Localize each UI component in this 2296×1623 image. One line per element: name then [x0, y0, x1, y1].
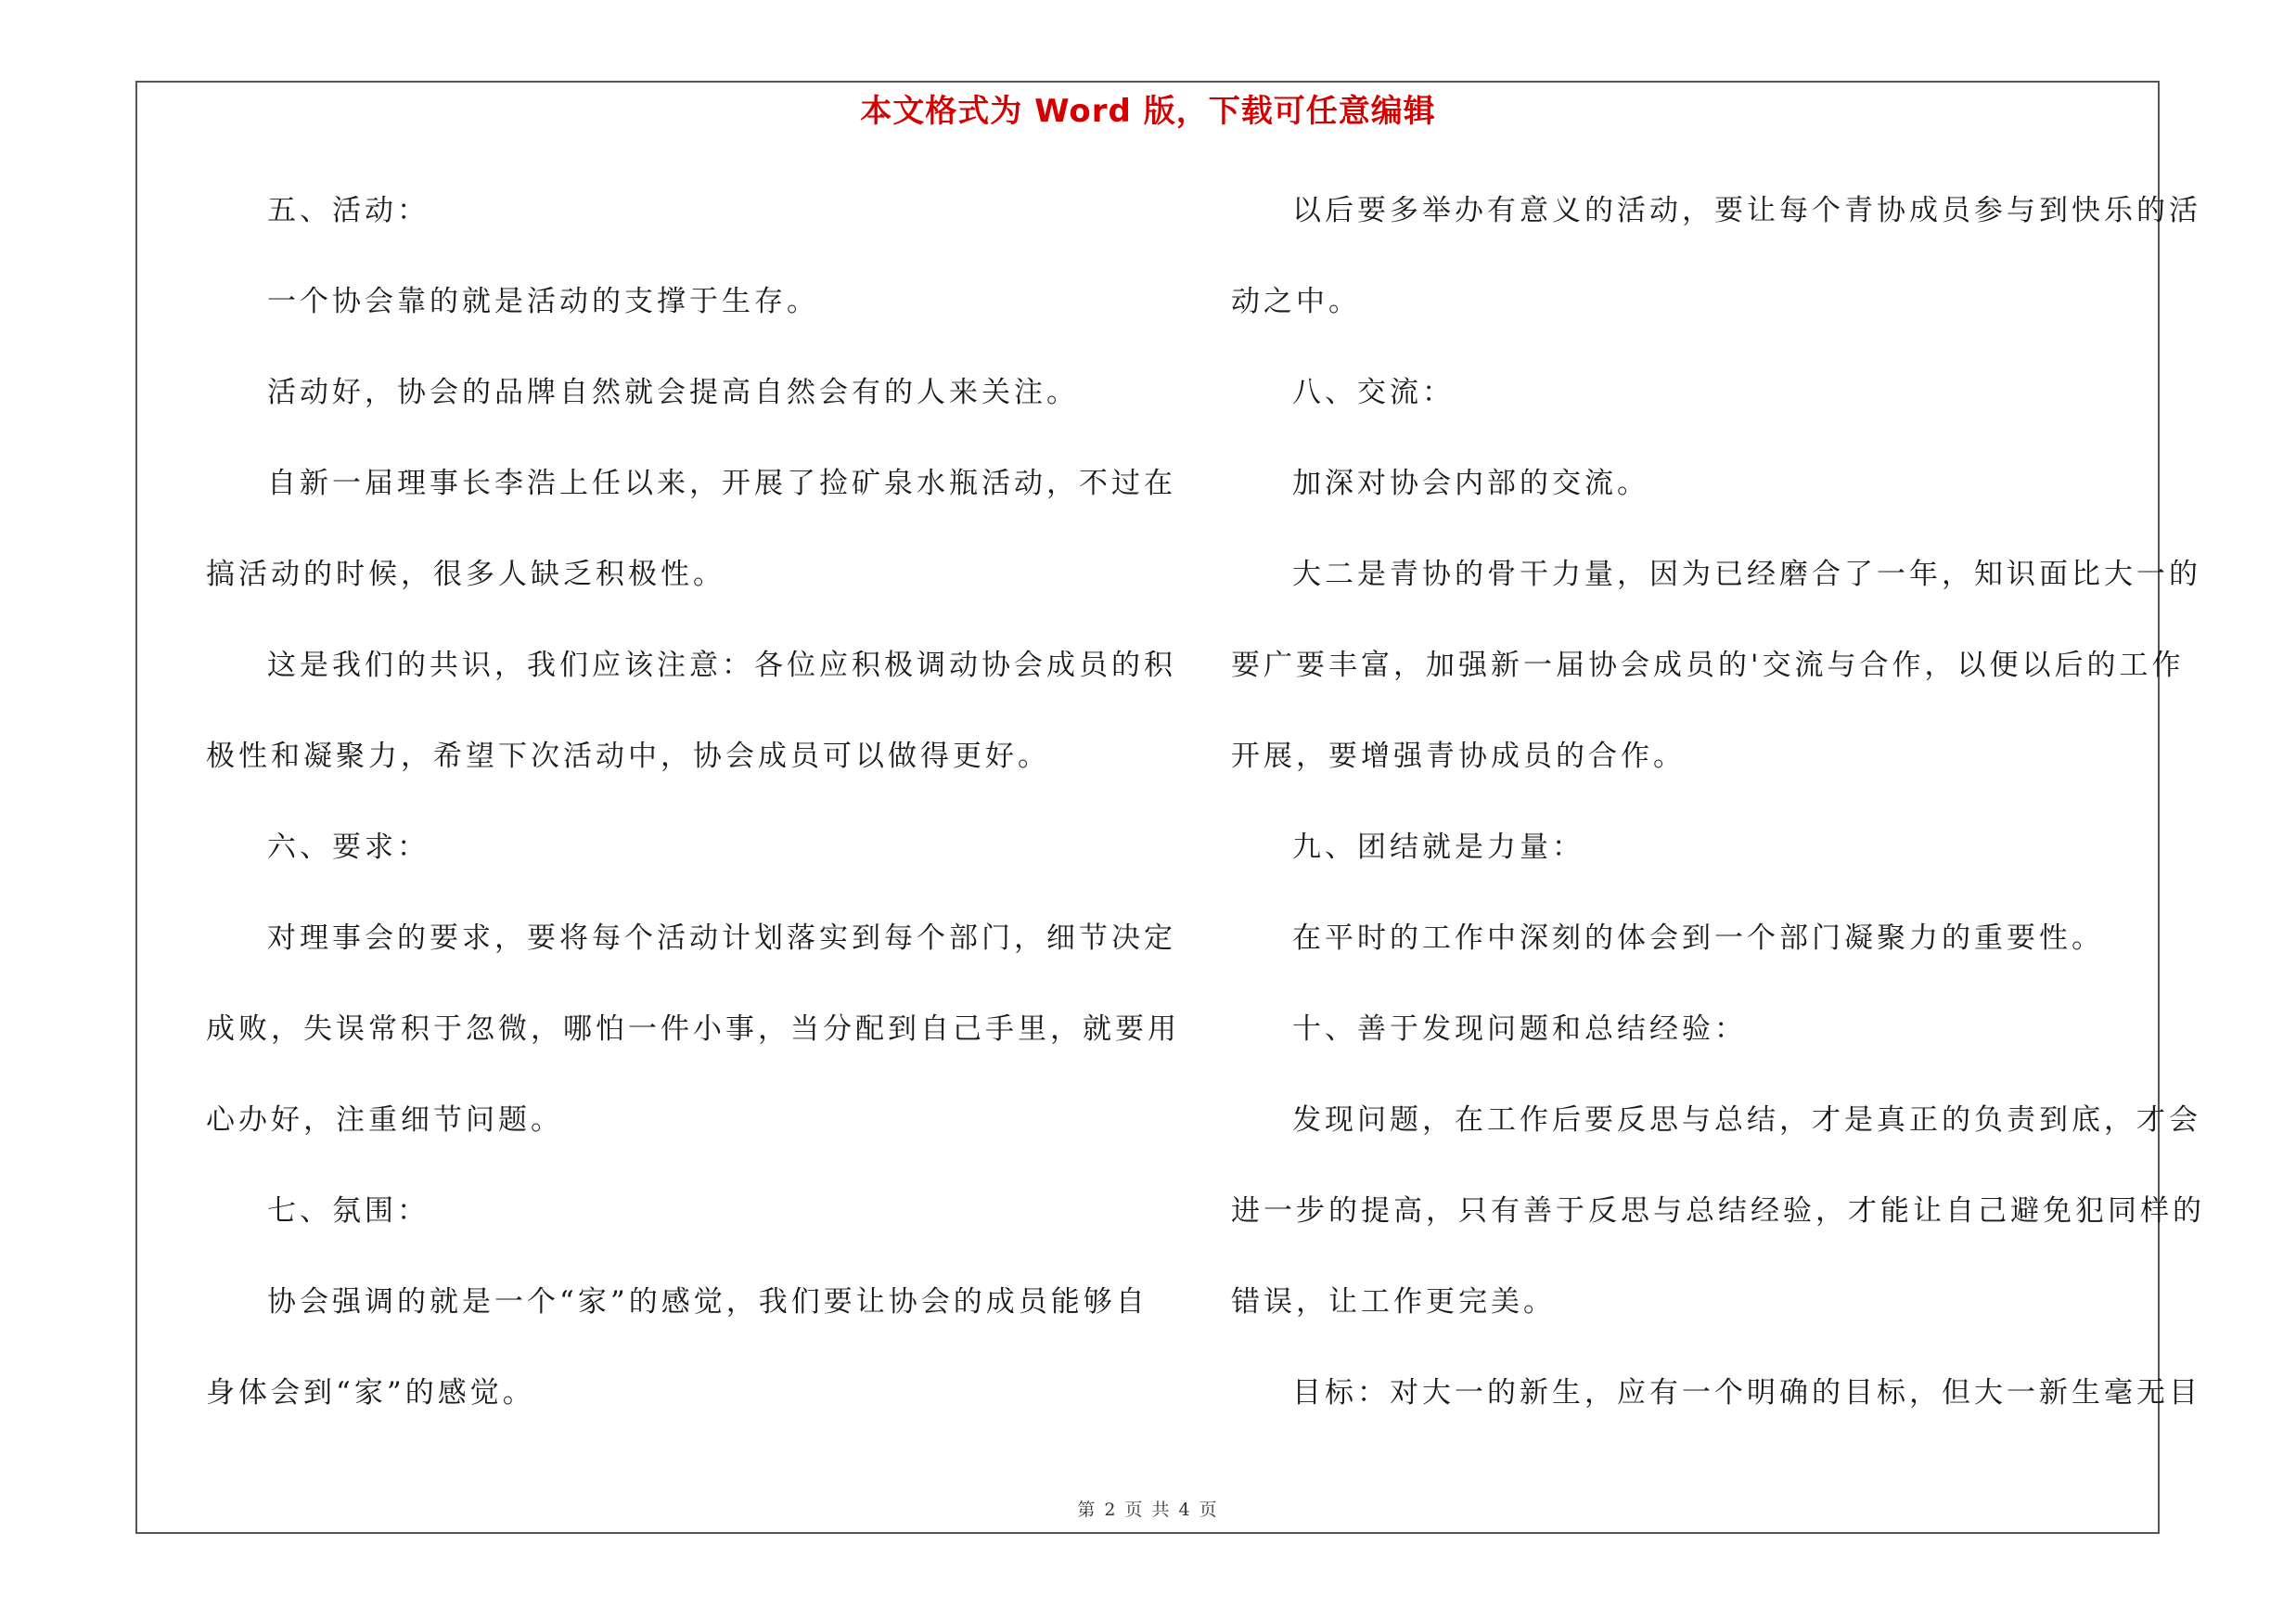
paragraph-line: 六、要求：: [267, 831, 430, 864]
paragraph-line: 进一步的提高，只有善于反思与总结经验，才能让自己避免犯同样的: [1231, 1194, 2205, 1228]
paragraph-line: 开展，要增强青协成员的合作。: [1231, 740, 1686, 773]
paragraph-line: 心办好，注重细节问题。: [206, 1103, 563, 1137]
paragraph-line: 对理事会的要求，要将每个活动计划落实到每个部门，细节决定: [267, 921, 1176, 955]
paragraph-line: 这是我们的共识，我们应该注意：各位应积极调动协会成员的积: [267, 649, 1176, 682]
paragraph-line: 目标：对大一的新生，应有一个明确的目标，但大一新生毫无目: [1292, 1376, 2201, 1410]
paragraph-line: 十、善于发现问题和总结经验：: [1292, 1012, 1747, 1046]
paragraph-line: 九、团结就是力量：: [1292, 831, 1584, 864]
paragraph-line: 协会强调的就是一个“家”的感觉，我们要让协会的成员能够自: [267, 1285, 1148, 1319]
paragraph-line: 身体会到“家”的感觉。: [206, 1376, 535, 1410]
paragraph-line: 成败，失误常积于忽微，哪怕一件小事，当分配到自己手里，就要用: [206, 1012, 1180, 1046]
paragraph-line: 大二是青协的骨干力量，因为已经磨合了一年，知识面比大一的: [1292, 558, 2201, 591]
paragraph-line: 活动好，协会的品牌自然就会提高自然会有的人来关注。: [267, 376, 1079, 409]
page-footer: 第 2 页 共 4 页: [1077, 1500, 1219, 1520]
paragraph-line: 八、交流：: [1292, 376, 1455, 409]
paragraph-line: 搞活动的时候，很多人缺乏积极性。: [206, 558, 725, 591]
paragraph-line: 以后要多举办有意义的活动，要让每个青协成员参与到快乐的活: [1292, 194, 2201, 227]
paragraph-line: 发现问题，在工作后要反思与总结，才是真正的负责到底，才会: [1292, 1103, 2201, 1137]
paragraph-line: 自新一届理事长李浩上任以来，开展了捡矿泉水瓶活动，不过在: [267, 467, 1176, 500]
paragraph-line: 在平时的工作中深刻的体会到一个部门凝聚力的重要性。: [1292, 921, 2104, 955]
paragraph-line: 加深对协会内部的交流。: [1292, 467, 1649, 500]
paragraph-line: 五、活动：: [267, 194, 430, 227]
paragraph-line: 一个协会靠的就是活动的支撑于生存。: [267, 285, 819, 318]
paragraph-line: 七、氛围：: [267, 1194, 430, 1228]
right-column: [1231, 184, 2205, 1457]
paragraph-line: 错误，让工作更完美。: [1231, 1285, 1556, 1319]
paragraph-line: 极性和凝聚力，希望下次活动中，协会成员可以做得更好。: [206, 740, 1050, 773]
paragraph-line: 动之中。: [1231, 285, 1361, 318]
left-column: [206, 184, 1180, 1457]
word-format-banner: 本文格式为 Word 版，下载可任意编辑: [860, 93, 1436, 130]
paragraph-line: 要广要丰富，加强新一届协会成员的'交流与合作，以便以后的工作: [1231, 649, 2185, 682]
